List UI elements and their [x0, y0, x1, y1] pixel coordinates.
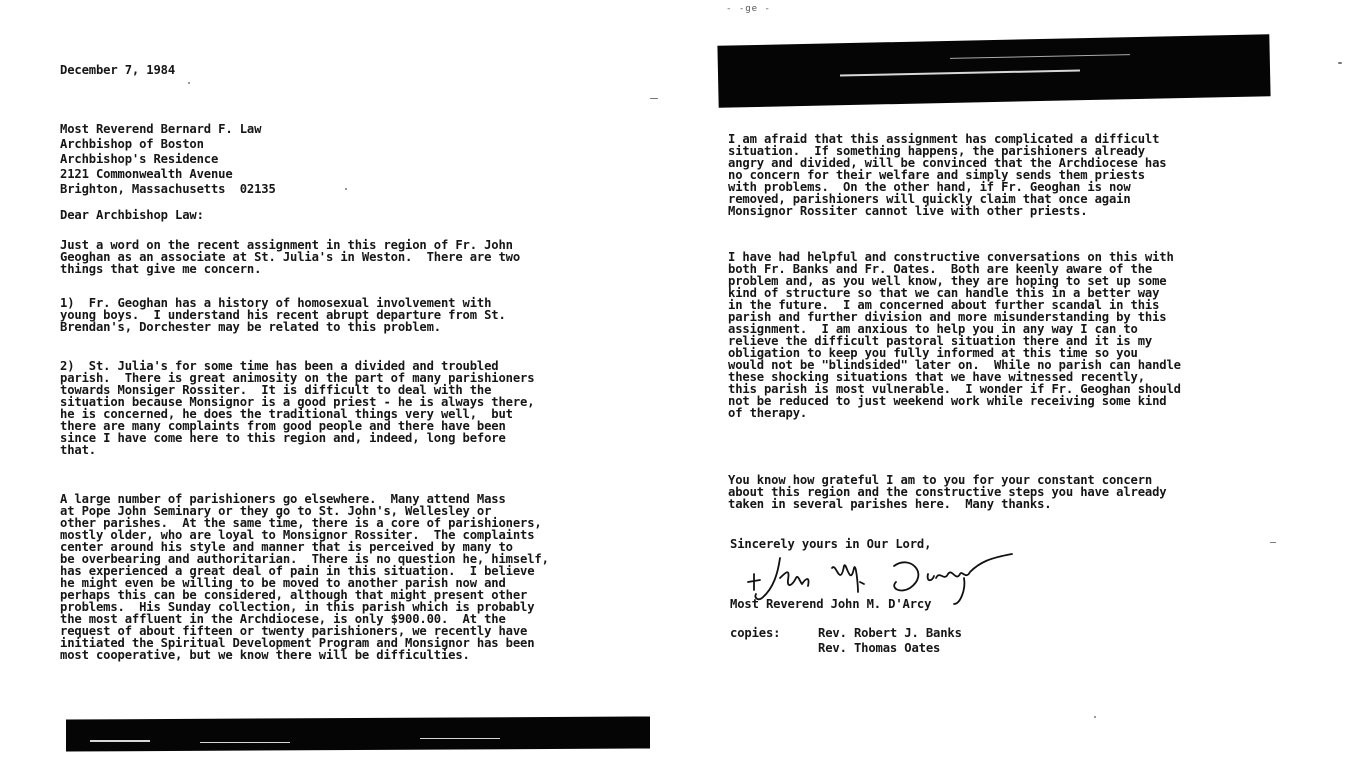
text-line: parish and further division and more misunderstanding by this: [728, 310, 1167, 324]
page-marker: - -ge -: [726, 4, 771, 14]
text-line: situation because Monsignor is a good priest - he is always there,: [60, 395, 535, 409]
text-line: things that give me concern.: [60, 262, 262, 276]
text-line: situation. If something happens, the parishioners already: [728, 144, 1145, 158]
text-line: most cooperative, but we know there will be difficulties.: [60, 648, 470, 662]
copy-recipient: Rev. Thomas Oates: [818, 641, 941, 655]
text-line: parish. There is great animosity on the part of many parishioners: [60, 371, 535, 385]
redaction-streak: [90, 740, 150, 742]
text-line: the most affluent in the Archdiocese, is only $900.00. At the: [60, 612, 506, 626]
text-line: no concern for their welfare and simply sends them priests: [728, 168, 1145, 182]
text-line: in the future. I am concerned about further scandal in this: [728, 298, 1160, 312]
text-line: center around his style and manner that is perceived by many to: [60, 540, 513, 554]
text-line: be overbearing and authoritarian. There is no question he, himself,: [60, 552, 549, 566]
salutation: Dear Archbishop Law:: [60, 208, 204, 222]
scan-speck: [1338, 62, 1342, 64]
text-line: assignment. I am anxious to help you in any way I can to: [728, 322, 1138, 336]
scan-speck: [650, 98, 658, 99]
text-line: towards Monsiger Rossiter. It is difficult to deal with the: [60, 383, 492, 397]
text-line: young boys. I understand his recent abrupt departure from St.: [60, 308, 506, 322]
redaction-streak: [200, 742, 290, 743]
text-line: angry and divided, will be convinced that the Archdiocese has: [728, 156, 1167, 170]
closing: Sincerely yours in Our Lord,: [730, 537, 932, 551]
copy-recipient: Rev. Robert J. Banks: [818, 626, 962, 640]
text-line: relieve the difficult pastoral situation there and it is my: [728, 334, 1153, 348]
text-line: Geoghan as an associate at St. Julia's in Weston. There are two: [60, 250, 520, 264]
address-line: Most Reverend Bernard F. Law: [60, 122, 262, 136]
letter-page-2: [690, 0, 1352, 760]
text-line: he might even be willing to be moved to another parish now and: [60, 576, 506, 590]
text-line: about this region and the constructive steps you have already: [728, 485, 1167, 499]
copies-label: copies:: [730, 626, 781, 640]
text-line: with problems. On the other hand, if Fr. Geoghan is now: [728, 180, 1131, 194]
text-line: has experienced a great deal of pain in this situation. I believe: [60, 564, 535, 578]
text-line: removed, parishioners will quickly claim that once again: [728, 192, 1131, 206]
text-line: Just a word on the recent assignment in this region of Fr. John: [60, 238, 513, 252]
text-line: initiated the Spiritual Development Program and Monsignor has been: [60, 636, 535, 650]
text-line: 1) Fr. Geoghan has a history of homosexual involvement with: [60, 296, 492, 310]
redaction-streak: [420, 738, 500, 739]
text-line: these shocking situations that we have witnessed recently,: [728, 370, 1145, 384]
text-line: of therapy.: [728, 406, 808, 420]
text-line: A large number of parishioners go elsewhere. Many attend Mass: [60, 492, 506, 506]
letter-date: December 7, 1984: [60, 63, 175, 77]
address-line: Archbishop's Residence: [60, 152, 219, 166]
text-line: other parishes. At the same time, there is a core of parishioners,: [60, 516, 542, 530]
text-line: perhaps this can be considered, although that might present other: [60, 588, 528, 602]
text-line: at Pope John Seminary or they go to St. John's, Wellesley or: [60, 504, 492, 518]
text-line: I have had helpful and constructive conversations on this with: [728, 250, 1174, 264]
text-line: he is concerned, he does the traditional things very well, but: [60, 407, 513, 421]
address-line: 2121 Commonwealth Avenue: [60, 167, 233, 181]
text-line: not be reduced to just weekend work while receiving some kind: [728, 394, 1167, 408]
address-line: Archbishop of Boston: [60, 137, 204, 151]
text-line: this parish is most vulnerable. I wonder if Fr. Geoghan should: [728, 382, 1181, 396]
text-line: obligation to keep you fully informed at this time so you: [728, 346, 1138, 360]
address-line: Brighton, Massachusetts 02135: [60, 182, 276, 196]
text-line: You know how grateful I am to you for your constant concern: [728, 473, 1153, 487]
text-line: that.: [60, 443, 96, 457]
text-line: Brendan's, Dorchester may be related to this problem.: [60, 320, 441, 334]
text-line: would not be "blindsided" later on. While no parish can handle: [728, 358, 1181, 372]
text-line: 2) St. Julia's for some time has been a divided and troubled: [60, 359, 499, 373]
text-line: mostly older, who are loyal to Monsignor Rossiter. The complaints: [60, 528, 535, 542]
text-line: both Fr. Banks and Fr. Oates. Both are keenly aware of the: [728, 262, 1153, 276]
scan-speck: [345, 188, 347, 190]
signer-name: Most Reverend John M. D'Arcy: [730, 597, 932, 611]
text-line: Monsignor Rossiter cannot live with other priests.: [728, 204, 1088, 218]
text-line: since I have come here to this region and, indeed, long before: [60, 431, 506, 445]
text-line: taken in several parishes here. Many thanks.: [728, 497, 1052, 511]
text-line: kind of structure so that we can handle this in a better way: [728, 286, 1160, 300]
scan-speck: [1270, 542, 1276, 543]
text-line: problems. His Sunday collection, in this parish which is probably: [60, 600, 535, 614]
scan-speck: [1094, 716, 1096, 718]
text-line: problem and, as you well know, they are hoping to set up some: [728, 274, 1167, 288]
text-line: I am afraid that this assignment has complicated a difficult: [728, 132, 1160, 146]
text-line: request of about fifteen or twenty parishioners, we recently have: [60, 624, 528, 638]
scan-speck: [188, 82, 190, 84]
redaction-bar: [66, 716, 650, 751]
text-line: there are many complaints from good people and there have been: [60, 419, 506, 433]
